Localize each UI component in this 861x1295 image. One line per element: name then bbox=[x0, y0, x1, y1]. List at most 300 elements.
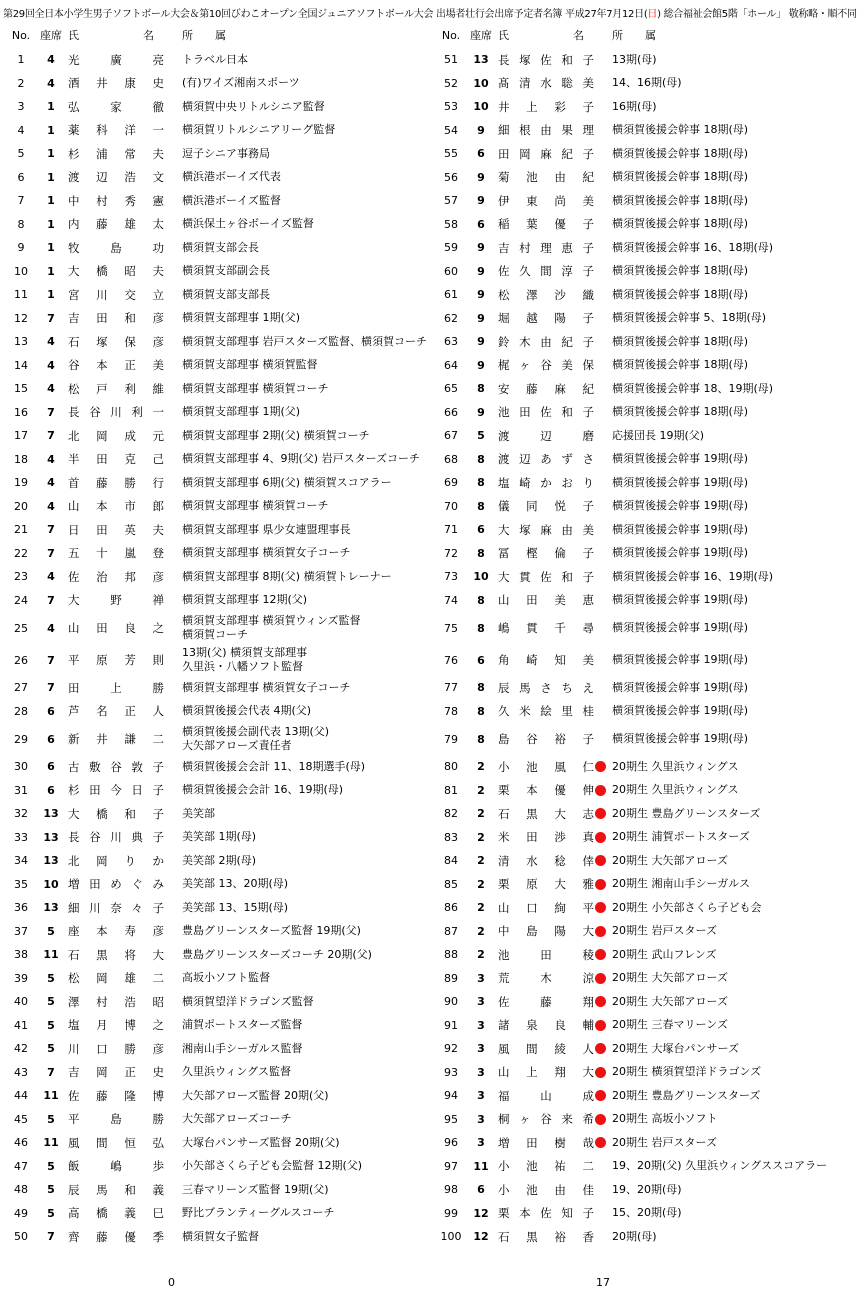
row-number: 24 bbox=[14, 593, 28, 607]
affiliation-text: 横須賀後援会幹事 5、18期(母) bbox=[612, 311, 767, 325]
affiliation bbox=[182, 95, 434, 119]
affiliation-text: 応援団長 19期(父) bbox=[612, 428, 705, 442]
name-char: 悦 bbox=[554, 499, 566, 514]
table-row bbox=[4, 1084, 430, 1108]
document-title bbox=[3, 7, 860, 23]
table-row bbox=[4, 873, 430, 897]
seat-number: 2 bbox=[477, 901, 485, 915]
affiliation-text: 大矢部アローズコーチ bbox=[182, 1112, 292, 1126]
name-char: 子 bbox=[152, 806, 164, 821]
name-char: 齊 bbox=[68, 1229, 80, 1244]
affiliation-text: 横須賀後援会副代表 13期(父) 大矢部アローズ責任者 bbox=[182, 725, 330, 752]
name-char: 陽 bbox=[554, 924, 566, 939]
person-name bbox=[498, 1155, 594, 1179]
row-number: 56 bbox=[444, 170, 458, 184]
row-number: 72 bbox=[444, 546, 458, 560]
person-name bbox=[498, 401, 594, 425]
table-row bbox=[434, 943, 860, 967]
name-char: 優 bbox=[554, 217, 566, 232]
name-char: か bbox=[152, 853, 164, 868]
affiliation bbox=[182, 354, 434, 378]
row-number: 50 bbox=[14, 1230, 28, 1244]
row-number: 94 bbox=[444, 1089, 458, 1103]
name-char: 石 bbox=[68, 334, 80, 349]
name-char: 正 bbox=[124, 704, 136, 719]
affiliation bbox=[612, 1037, 861, 1061]
affiliation-text: 横須賀支部理事 12期(父) bbox=[182, 593, 308, 607]
name-char: 杉 bbox=[68, 146, 80, 161]
attendance-dot-cell bbox=[594, 1037, 608, 1061]
name-char: 科 bbox=[96, 123, 108, 138]
row-number: 70 bbox=[444, 499, 458, 513]
left-column bbox=[4, 24, 430, 1249]
name-char: 二 bbox=[152, 732, 164, 746]
name-char: 弘 bbox=[152, 1135, 164, 1150]
name-char: 五 bbox=[68, 546, 80, 561]
table-row bbox=[434, 589, 860, 613]
row-number: 81 bbox=[444, 783, 458, 797]
name-char: 一 bbox=[152, 405, 164, 420]
table-row bbox=[4, 471, 430, 495]
seat-number: 4 bbox=[47, 621, 55, 635]
table-row bbox=[4, 676, 430, 700]
row-number: 78 bbox=[444, 704, 458, 718]
person-name bbox=[68, 142, 164, 166]
person-name bbox=[68, 565, 164, 589]
seat-number: 5 bbox=[47, 924, 55, 938]
name-char: 古 bbox=[68, 759, 80, 774]
row-number: 86 bbox=[444, 901, 458, 915]
affiliation bbox=[612, 943, 861, 967]
affiliation-text: 美笑部 13、20期(母) bbox=[182, 877, 289, 891]
row-number: 1 bbox=[17, 53, 25, 67]
affiliation-text: 20期生 湘南山手シーガルス bbox=[612, 877, 750, 891]
seat-number: 8 bbox=[477, 476, 485, 490]
name-char: 渡 bbox=[498, 452, 510, 467]
seat-number: 1 bbox=[47, 100, 55, 114]
name-char: 細 bbox=[68, 900, 80, 915]
name-char: 大 bbox=[498, 522, 510, 537]
affiliation bbox=[612, 236, 861, 260]
header-seat: 座席 bbox=[470, 29, 492, 42]
row-number: 63 bbox=[444, 335, 458, 349]
name-char: 堀 bbox=[498, 311, 510, 326]
name-char: 子 bbox=[152, 783, 164, 798]
name-char: 山 bbox=[540, 1088, 552, 1103]
seat-number: 5 bbox=[477, 429, 485, 443]
name-char: 伸 bbox=[582, 783, 594, 798]
name-char: 歩 bbox=[152, 1159, 164, 1174]
person-name bbox=[68, 896, 164, 920]
name-char: 佐 bbox=[540, 405, 552, 420]
affiliation bbox=[182, 896, 434, 920]
name-char: 稜 bbox=[582, 947, 594, 962]
name-char: 荒 bbox=[498, 971, 510, 986]
row-number: 4 bbox=[17, 123, 25, 137]
affiliation-text: 横須賀後援会幹事 19期(母) bbox=[612, 732, 749, 745]
affiliation bbox=[182, 943, 434, 967]
affiliation-text: 浦賀ポートスターズ監督 bbox=[182, 1018, 303, 1032]
person-name bbox=[498, 920, 594, 944]
seat-number: 5 bbox=[47, 1159, 55, 1173]
table-row bbox=[4, 518, 430, 542]
name-char: 清 bbox=[498, 853, 510, 868]
name-char: 山 bbox=[68, 621, 80, 635]
name-char: 川 bbox=[68, 1041, 80, 1056]
name-char: 井 bbox=[96, 732, 108, 746]
name-char: 栗 bbox=[498, 877, 510, 892]
affiliation bbox=[612, 700, 861, 724]
affiliation-text: 小矢部さくら子ども会監督 12期(父) bbox=[182, 1159, 363, 1173]
person-name bbox=[498, 1178, 594, 1202]
affiliation-text: 横須賀後援会幹事 18期(母) bbox=[612, 264, 749, 278]
name-char: 巳 bbox=[152, 1206, 164, 1221]
affiliation-text: 横須賀後援会幹事 18期(母) bbox=[612, 334, 749, 348]
affiliation bbox=[182, 518, 434, 542]
affiliation-text: 横須賀支部理事 横須賀女子コーチ bbox=[182, 680, 351, 694]
seat-number: 8 bbox=[477, 732, 485, 746]
row-number: 68 bbox=[444, 452, 458, 466]
affiliation-text: 横須賀支部理事 8期(父) 横須賀トレーナー bbox=[182, 569, 392, 583]
name-char: 維 bbox=[152, 381, 164, 396]
seat-number: 6 bbox=[47, 732, 55, 746]
name-char: 薬 bbox=[68, 123, 80, 138]
person-name bbox=[498, 849, 594, 873]
affiliation bbox=[612, 213, 861, 237]
table-row bbox=[4, 542, 430, 566]
affiliation bbox=[182, 142, 434, 166]
name-char: 田 bbox=[526, 593, 538, 608]
person-name bbox=[68, 72, 164, 96]
person-name bbox=[68, 542, 164, 566]
name-char: 隆 bbox=[124, 1088, 136, 1103]
name-char: 米 bbox=[498, 830, 510, 845]
header-seat: 座席 bbox=[40, 29, 62, 42]
affiliation-text: 横須賀後援会幹事 18期(母) bbox=[612, 405, 749, 419]
row-number: 37 bbox=[14, 924, 28, 938]
affiliation bbox=[612, 354, 861, 378]
name-char: 田 bbox=[540, 947, 552, 962]
name-char: 聡 bbox=[561, 76, 573, 91]
seat-number: 6 bbox=[477, 653, 485, 667]
name-char: 橋 bbox=[96, 264, 108, 279]
name-char: 美 bbox=[582, 193, 594, 208]
name-char: 彦 bbox=[152, 334, 164, 349]
name-char: 田 bbox=[96, 522, 108, 537]
name-char: 子 bbox=[582, 99, 594, 114]
name-char: 美 bbox=[152, 358, 164, 373]
affiliation bbox=[612, 723, 861, 755]
name-char: 黒 bbox=[96, 947, 108, 962]
affiliation bbox=[182, 448, 434, 472]
red-circle-icon bbox=[595, 926, 606, 937]
table-row bbox=[4, 1061, 430, 1085]
table-row bbox=[434, 779, 860, 803]
name-char: 寿 bbox=[124, 924, 136, 939]
seat-number: 3 bbox=[477, 971, 485, 985]
name-char: 子 bbox=[152, 759, 164, 774]
name-char: 辰 bbox=[68, 1182, 80, 1197]
seat-number: 4 bbox=[47, 53, 55, 67]
affiliation bbox=[182, 700, 434, 724]
affiliation-text: 13期(父) 横須賀支部理事 久里浜・八幡ソフト監督 bbox=[182, 646, 308, 673]
name-char: 由 bbox=[554, 170, 566, 185]
name-char: 正 bbox=[124, 1065, 136, 1080]
row-number: 35 bbox=[14, 877, 28, 891]
row-number: 52 bbox=[444, 76, 458, 90]
red-circle-icon bbox=[595, 1090, 606, 1101]
affiliation bbox=[612, 1155, 861, 1179]
table-row bbox=[4, 166, 430, 190]
table-row bbox=[4, 802, 430, 826]
row-number: 41 bbox=[14, 1018, 28, 1032]
name-char: 飯 bbox=[68, 1159, 80, 1174]
person-name bbox=[68, 849, 164, 873]
person-name bbox=[68, 723, 164, 755]
person-name bbox=[68, 967, 164, 991]
name-char: 小 bbox=[498, 1159, 510, 1174]
affiliation bbox=[612, 1061, 861, 1085]
table-row bbox=[434, 612, 860, 644]
affiliation-text: 美笑部 1期(母) bbox=[182, 830, 257, 844]
name-char: 仁 bbox=[582, 759, 594, 774]
name-char: 水 bbox=[526, 853, 538, 868]
name-char: 由 bbox=[561, 522, 573, 537]
row-number: 57 bbox=[444, 194, 458, 208]
name-char: 勝 bbox=[152, 1112, 164, 1127]
affiliation bbox=[182, 802, 434, 826]
table-row bbox=[434, 826, 860, 850]
name-char: 子 bbox=[152, 900, 164, 915]
name-char: 本 bbox=[96, 358, 108, 373]
name-char: 沙 bbox=[554, 287, 566, 302]
seat-number: 4 bbox=[47, 499, 55, 513]
name-char: 子 bbox=[582, 52, 594, 67]
seat-number: 7 bbox=[47, 311, 55, 325]
name-char: 理 bbox=[582, 123, 594, 138]
name-char: 田 bbox=[89, 783, 101, 798]
name-char: 池 bbox=[526, 1159, 538, 1174]
name-char: 泉 bbox=[526, 1018, 538, 1033]
name-char: 石 bbox=[498, 1229, 510, 1244]
seat-number: 2 bbox=[477, 807, 485, 821]
name-char: 橋 bbox=[96, 806, 108, 821]
name-char: 美 bbox=[561, 358, 573, 373]
name-char: 貫 bbox=[519, 569, 531, 584]
affiliation bbox=[182, 1202, 434, 1226]
affiliation-text: 20期生 豊島グリーンスターズ bbox=[612, 1088, 761, 1102]
table-row bbox=[4, 1225, 430, 1249]
row-number: 80 bbox=[444, 760, 458, 774]
name-char: 徹 bbox=[152, 99, 164, 114]
affiliation bbox=[182, 779, 434, 803]
seat-number: 4 bbox=[47, 358, 55, 372]
person-name bbox=[498, 990, 594, 1014]
affiliation-text: 横須賀後援会会計 16、19期(母) bbox=[182, 783, 344, 797]
affiliation-text: 横須賀支部理事 横須賀コーチ bbox=[182, 499, 329, 513]
affiliation-text: 横須賀支部理事 6期(父) 横須賀スコアラー bbox=[182, 475, 392, 489]
name-char: 紀 bbox=[582, 381, 594, 396]
affiliation-text: 横須賀中央リトルシニア監督 bbox=[182, 99, 325, 113]
name-char: 東 bbox=[526, 193, 538, 208]
attendance-dot-cell bbox=[594, 1084, 608, 1108]
seat-number: 3 bbox=[477, 1089, 485, 1103]
name-char: 己 bbox=[152, 452, 164, 467]
name-char: ぐ bbox=[131, 877, 143, 892]
attendance-dot-cell bbox=[594, 1061, 608, 1085]
table-row bbox=[434, 48, 860, 72]
red-circle-icon bbox=[595, 1137, 606, 1148]
name-char: 北 bbox=[68, 853, 80, 868]
table-row bbox=[4, 330, 430, 354]
person-name bbox=[68, 1014, 164, 1038]
name-char: 池 bbox=[498, 405, 510, 420]
person-name bbox=[498, 565, 594, 589]
table-row bbox=[434, 676, 860, 700]
name-char: 諸 bbox=[498, 1018, 510, 1033]
name-char: 上 bbox=[526, 1065, 538, 1080]
name-char: え bbox=[582, 680, 594, 695]
affiliation bbox=[612, 1225, 861, 1249]
name-char: 康 bbox=[124, 76, 136, 91]
name-char: 佐 bbox=[540, 52, 552, 67]
affiliation bbox=[612, 755, 861, 779]
seat-number: 1 bbox=[47, 194, 55, 208]
row-number: 93 bbox=[444, 1065, 458, 1079]
affiliation-text: 横須賀後援会幹事 18期(母) bbox=[612, 287, 749, 301]
name-char: 和 bbox=[124, 1182, 136, 1197]
affiliation bbox=[612, 676, 861, 700]
name-char: 新 bbox=[68, 732, 80, 746]
table-row bbox=[4, 260, 430, 284]
name-char: 和 bbox=[124, 806, 136, 821]
person-name bbox=[498, 189, 594, 213]
name-char: 佳 bbox=[582, 1182, 594, 1197]
row-number: 6 bbox=[17, 170, 25, 184]
person-name bbox=[498, 95, 594, 119]
person-name bbox=[68, 495, 164, 519]
red-circle-icon bbox=[595, 832, 606, 843]
name-char: 辺 bbox=[96, 170, 108, 185]
person-name bbox=[498, 330, 594, 354]
name-char: 名 bbox=[96, 704, 108, 719]
affiliation-text: 横須賀支部理事 1期(父) bbox=[182, 311, 301, 325]
person-name bbox=[68, 1155, 164, 1179]
header-name-family: 氏 bbox=[68, 29, 79, 42]
seat-number: 5 bbox=[47, 971, 55, 985]
table-row bbox=[4, 236, 430, 260]
affiliation bbox=[182, 377, 434, 401]
person-name bbox=[68, 802, 164, 826]
affiliation-text: 横須賀支部理事 県少女連盟理事長 bbox=[182, 522, 351, 536]
seat-number: 9 bbox=[477, 123, 485, 137]
name-char: 口 bbox=[526, 900, 538, 915]
name-char: 二 bbox=[152, 971, 164, 986]
attendance-dot-cell bbox=[594, 943, 608, 967]
affiliation-text: 横須賀後援会会計 11、18期選手(母) bbox=[182, 759, 366, 773]
name-char: 彦 bbox=[152, 311, 164, 326]
name-char: ず bbox=[561, 452, 573, 467]
name-char: み bbox=[152, 877, 164, 892]
name-char: 子 bbox=[152, 830, 164, 845]
seat-number: 3 bbox=[477, 1042, 485, 1056]
seat-number: 3 bbox=[477, 1018, 485, 1032]
person-name bbox=[498, 612, 594, 644]
table-row bbox=[434, 565, 860, 589]
name-char: 彦 bbox=[152, 1041, 164, 1056]
name-char: 風 bbox=[68, 1135, 80, 1150]
seat-number: 3 bbox=[477, 1136, 485, 1150]
affiliation bbox=[612, 589, 861, 613]
row-number: 40 bbox=[14, 995, 28, 1009]
name-char: 稲 bbox=[498, 217, 510, 232]
affiliation bbox=[612, 142, 861, 166]
table-row bbox=[4, 1202, 430, 1226]
name-char: 黒 bbox=[526, 1229, 538, 1244]
seat-number: 11 bbox=[43, 1136, 59, 1150]
attendance-dot-cell bbox=[594, 849, 608, 873]
person-name bbox=[68, 1084, 164, 1108]
table-row bbox=[4, 849, 430, 873]
affiliation bbox=[182, 260, 434, 284]
name-char: 翔 bbox=[554, 1065, 566, 1080]
person-name bbox=[498, 142, 594, 166]
name-char: 鈴 bbox=[498, 334, 510, 349]
person-name bbox=[498, 943, 594, 967]
name-char: 陽 bbox=[554, 311, 566, 326]
name-char: 牧 bbox=[68, 240, 80, 255]
seat-number: 7 bbox=[47, 653, 55, 667]
header-no: No. bbox=[11, 29, 31, 42]
affiliation-text: 大塚台パンサーズ監督 20期(父) bbox=[182, 1135, 340, 1149]
name-char: 岡 bbox=[519, 146, 531, 161]
affiliation-text: 20期生 岩戸スターズ bbox=[612, 924, 717, 938]
affiliation bbox=[612, 1014, 861, 1038]
person-name bbox=[68, 48, 164, 72]
person-name bbox=[68, 518, 164, 542]
person-name bbox=[68, 1225, 164, 1249]
person-name bbox=[68, 1061, 164, 1085]
name-char: 石 bbox=[68, 947, 80, 962]
affiliation bbox=[182, 330, 434, 354]
row-number: 85 bbox=[444, 877, 458, 891]
name-char: 山 bbox=[498, 593, 510, 608]
person-name bbox=[498, 307, 594, 331]
name-char: 芳 bbox=[124, 653, 136, 667]
name-char: 優 bbox=[124, 1229, 136, 1244]
affiliation-text: 横須賀後援会幹事 19期(母) bbox=[612, 452, 749, 466]
person-name bbox=[68, 330, 164, 354]
person-name bbox=[498, 260, 594, 284]
table-row bbox=[434, 873, 860, 897]
name-char: 一 bbox=[152, 123, 164, 138]
table-row bbox=[4, 1155, 430, 1179]
name-char: 由 bbox=[554, 1182, 566, 1197]
name-char: 子 bbox=[582, 264, 594, 279]
name-char: 謙 bbox=[124, 732, 136, 746]
name-char: 田 bbox=[96, 452, 108, 467]
name-char: 敷 bbox=[89, 759, 101, 774]
name-char: 越 bbox=[526, 311, 538, 326]
name-char: 座 bbox=[68, 924, 80, 939]
name-char: 優 bbox=[554, 783, 566, 798]
affiliation bbox=[182, 873, 434, 897]
affiliation bbox=[612, 1084, 861, 1108]
name-char: 辰 bbox=[498, 680, 510, 695]
row-number: 27 bbox=[14, 681, 28, 695]
name-char: 子 bbox=[582, 146, 594, 161]
seat-number: 8 bbox=[477, 621, 485, 635]
